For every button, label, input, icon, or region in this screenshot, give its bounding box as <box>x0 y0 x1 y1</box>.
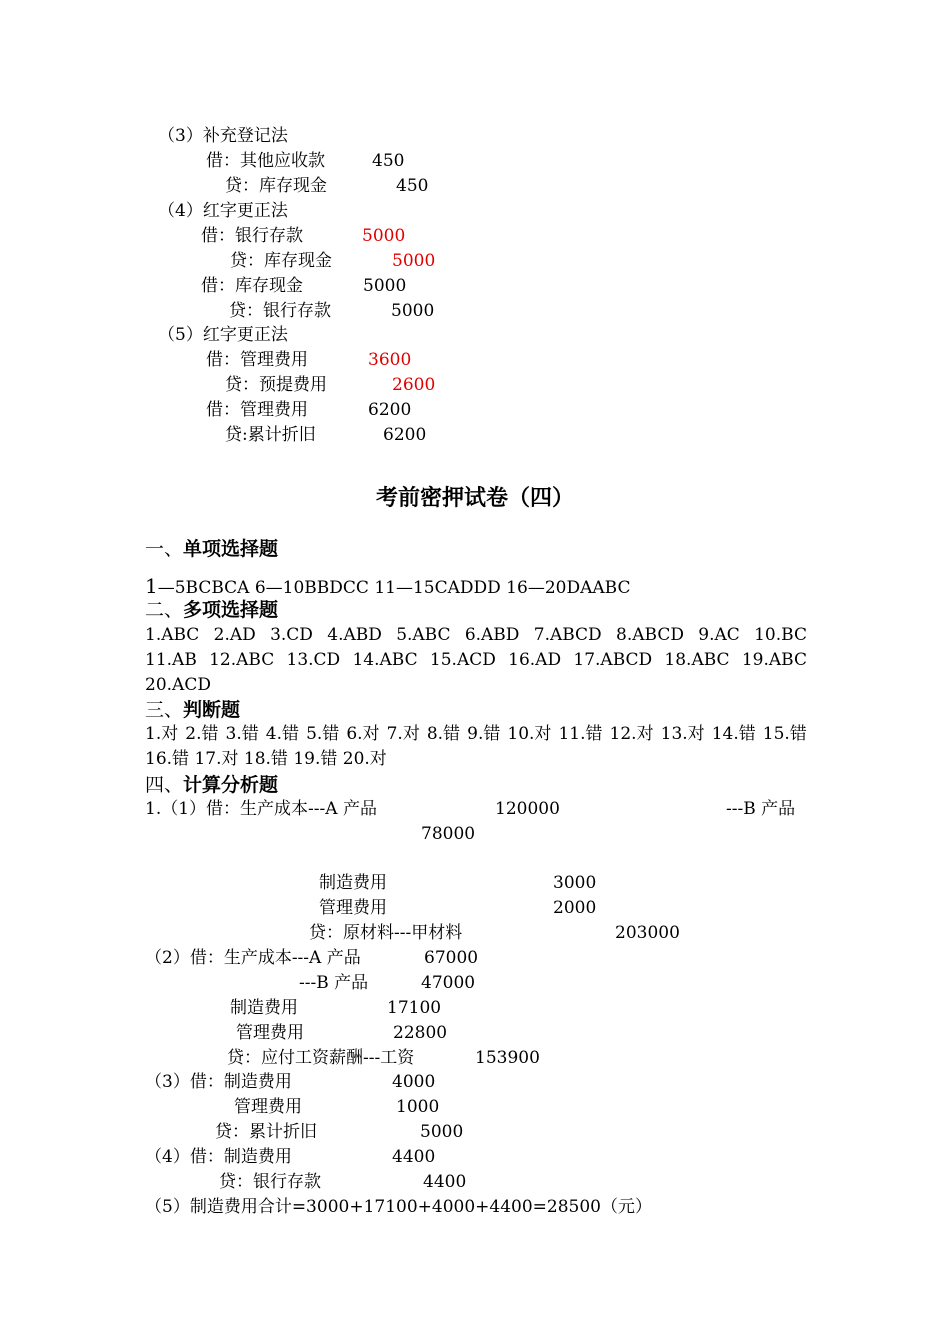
q1-line5-amount: 203000 <box>615 923 680 943</box>
exam-title: 考前密押试卷（四） <box>375 485 574 511</box>
section-1-label: 单项选择题 <box>183 538 279 560</box>
q1-part2-d: 管理费用 <box>236 1023 304 1043</box>
q1-line4: 管理费用 <box>319 898 387 918</box>
q1-part2-b: ---B 产品 <box>299 973 369 993</box>
q1-part2-amount: 67000 <box>424 948 479 968</box>
answer-item: 9.AC <box>698 625 740 645</box>
section-1-first-number: 1 <box>145 574 158 598</box>
answer-item: 16.AD <box>508 650 562 670</box>
item5-credit-2-amount: 6200 <box>383 425 427 445</box>
section-2-label: 多项选择题 <box>183 599 279 621</box>
q1-part3-c-amount: 5000 <box>420 1122 464 1142</box>
q1-line5: 贷：原材料---甲材料 <box>309 923 463 943</box>
answer-item: 8.ABCD <box>616 625 684 645</box>
item3-credit-amount: 450 <box>396 176 429 196</box>
item3-credit: 贷：库存现金 <box>225 176 327 196</box>
item4-credit-1: 贷：库存现金 <box>230 251 332 271</box>
q1-line1-left: 1.（1）借：生产成本---A 产品 <box>145 799 377 819</box>
answer-item: 14.ABC <box>352 650 418 670</box>
q1-part5: （5）制造费用合计=3000+17100+4000+4400=28500（元） <box>145 1197 652 1217</box>
answer-item: 2.AD <box>213 625 256 645</box>
q1-part3: （3）借：制造费用 <box>145 1072 292 1092</box>
answer-item: 2.错 <box>185 724 219 744</box>
answer-item: 15.ACD <box>429 650 496 670</box>
section-3-number: 三、 <box>145 699 184 721</box>
section-4-label: 计算分析题 <box>183 774 279 796</box>
q1-part4-b: 贷：银行存款 <box>219 1172 321 1192</box>
answer-item: 6.ABD <box>464 625 520 645</box>
item4-debit-2: 借：库存现金 <box>201 276 303 296</box>
answer-item: 11.错 <box>558 724 603 744</box>
q1-part2-e-amount: 153900 <box>475 1048 540 1068</box>
q1-line3: 制造费用 <box>319 873 387 893</box>
section-4-heading <box>145 772 278 798</box>
q1-part3-amount: 4000 <box>392 1072 436 1092</box>
item4-heading: （4）红字更正法 <box>158 201 288 221</box>
section-2-row-2 <box>145 649 807 671</box>
item3-debit: 借：其他应收款 <box>206 151 325 171</box>
answer-item: 14.错 <box>711 724 756 744</box>
answer-item: 10.对 <box>507 724 552 744</box>
answer-item: 15.错 <box>762 724 807 744</box>
section-1-heading <box>145 536 278 562</box>
q1-line3-amount: 3000 <box>553 873 597 893</box>
answer-item: 5.错 <box>306 724 340 744</box>
item5-debit-1-amount: 3600 <box>368 350 412 370</box>
q1-part3-b-amount: 1000 <box>396 1097 440 1117</box>
answer-item: 11.AB <box>145 650 197 670</box>
section-2-heading <box>145 597 278 623</box>
q1-part2-e: 贷：应付工资薪酬---工资 <box>227 1048 415 1068</box>
item3-debit-amount: 450 <box>372 151 405 171</box>
answer-item: 12.ABC <box>209 650 275 670</box>
q1-line1-amount: 120000 <box>495 799 560 819</box>
item4-credit-2-amount: 5000 <box>391 301 435 321</box>
item5-credit-1-amount: 2600 <box>392 375 436 395</box>
item4-credit-2: 贷：银行存款 <box>229 301 331 321</box>
item4-credit-1-amount: 5000 <box>392 251 436 271</box>
item5-debit-2-amount: 6200 <box>368 400 412 420</box>
q1-line2-amount: 78000 <box>421 824 476 844</box>
answer-item: 17.ABCD <box>573 650 653 670</box>
answer-item: 9.错 <box>467 724 501 744</box>
q1-part2-c-amount: 17100 <box>387 998 442 1018</box>
q1-part4: （4）借：制造费用 <box>145 1147 292 1167</box>
q1-part4-b-amount: 4400 <box>423 1172 467 1192</box>
answer-item: 18.ABC <box>664 650 730 670</box>
section-3-row-1 <box>145 723 807 745</box>
answer-item: 4.ABD <box>327 625 382 645</box>
item4-debit-1: 借：银行存款 <box>201 226 303 246</box>
section-3-row-2: 16.错 17.对 18.错 19.错 20.对 <box>145 749 387 769</box>
item5-debit-1: 借：管理费用 <box>206 350 308 370</box>
item5-credit-1: 贷：预提费用 <box>225 375 327 395</box>
answer-item: 4.错 <box>265 724 300 744</box>
answer-item: 13.对 <box>660 724 705 744</box>
q1-part3-c: 贷：累计折旧 <box>215 1122 317 1142</box>
answer-item: 13.CD <box>286 650 341 670</box>
section-1-number: 一、 <box>145 538 184 560</box>
item5-debit-2: 借：管理费用 <box>206 400 308 420</box>
item5-heading: （5）红字更正法 <box>158 325 288 345</box>
section-3-label: 判断题 <box>183 699 241 721</box>
answer-item: 8.错 <box>426 724 461 744</box>
section-3-heading <box>145 697 240 723</box>
q1-part2-d-amount: 22800 <box>393 1023 448 1043</box>
item3-heading: （3）补充登记法 <box>158 126 288 146</box>
section-2-number: 二、 <box>145 599 184 621</box>
answer-item: 10.BC <box>754 625 807 645</box>
section-1-answers <box>145 575 630 599</box>
answer-item: 3.错 <box>225 724 259 744</box>
q1-part2-b-amount: 47000 <box>421 973 476 993</box>
section-2-row-1 <box>145 624 807 646</box>
q1-line1-right: ---B 产品 <box>726 799 796 819</box>
answer-item: 1.对 <box>145 724 179 744</box>
q1-part2-c: 制造费用 <box>230 998 298 1018</box>
answer-item: 5.ABC <box>396 625 451 645</box>
q1-line4-amount: 2000 <box>553 898 597 918</box>
answer-item: 3.CD <box>270 625 313 645</box>
section-2-row-3: 20.ACD <box>145 675 211 695</box>
answer-item: 1.ABC <box>145 625 200 645</box>
item5-credit-2: 贷:累计折旧 <box>225 425 316 445</box>
answer-item: 7.ABCD <box>533 625 602 645</box>
answer-item: 19.ABC <box>741 650 807 670</box>
answer-item: 7.对 <box>386 724 420 744</box>
section-1-answer-text: —5BCBCA 6—10BBDCC 11—15CADDD 16—20DAABC <box>157 578 631 598</box>
answer-item: 12.对 <box>609 724 654 744</box>
answer-item: 6.对 <box>346 724 380 744</box>
item4-debit-2-amount: 5000 <box>363 276 407 296</box>
q1-part4-amount: 4400 <box>392 1147 436 1167</box>
section-4-number: 四、 <box>145 774 184 796</box>
q1-part2: （2）借：生产成本---A 产品 <box>145 948 361 968</box>
item4-debit-1-amount: 5000 <box>362 226 406 246</box>
q1-part3-b: 管理费用 <box>234 1097 302 1117</box>
